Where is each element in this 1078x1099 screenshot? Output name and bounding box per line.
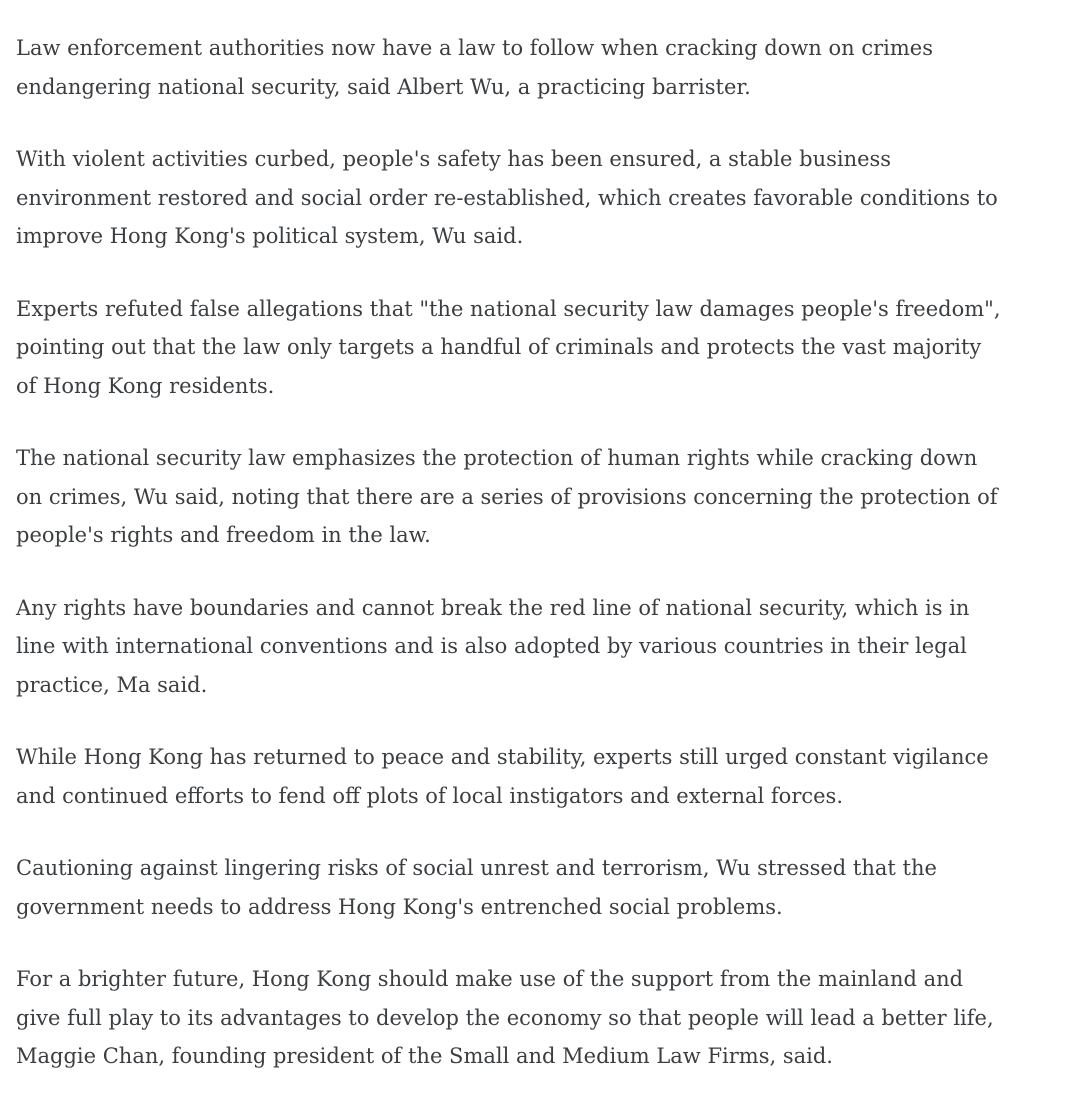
- text-line: line with international conventions and is also adopted by various countries in their legal: [16, 634, 967, 658]
- text-line: While Hong Kong has returned to peace and stability, experts still urged constant vigilance: [16, 745, 989, 769]
- article-paragraph: [16, 589, 1062, 705]
- text-line: The national security law emphasizes the protection of human rights while cracking down: [16, 446, 978, 470]
- text-line: Maggie Chan, founding president of the Small and Medium Law Firms, said.: [16, 1044, 833, 1068]
- text-line: environment restored and social order re-established, which creates favorable conditions to: [16, 185, 998, 210]
- article-paragraph: [16, 849, 1062, 926]
- text-line: of Hong Kong residents.: [16, 373, 275, 398]
- text-line: and continued efforts to fend off plots of local instigators and external forces.: [16, 783, 843, 808]
- text-line: Any rights have boundaries and cannot break the red line of national security, which is in: [16, 595, 970, 620]
- text-line: With violent activities curbed, people's safety has been ensured, a stable business: [16, 147, 892, 171]
- text-line: practice, Ma said.: [16, 672, 208, 697]
- text-line: people's rights and freedom in the law.: [16, 523, 431, 547]
- text-line: For a brighter future, Hong Kong should make use of the support from the mainland and: [16, 967, 964, 991]
- text-line: Experts refuted false allegations that "the national security law damages people's freedom",: [16, 296, 1001, 321]
- text-line: Law enforcement authorities now have a law to follow when cracking down on crimes: [16, 36, 933, 60]
- article-paragraph: [16, 960, 1062, 1076]
- article-paragraph: [16, 29, 1062, 106]
- article-paragraph: [16, 738, 1062, 815]
- text-line: endangering national security, said Albert Wu, a practicing barrister.: [16, 74, 751, 99]
- text-line: pointing out that the law only targets a handful of criminals and protects the vast majority: [16, 335, 982, 359]
- article-paragraph: [16, 439, 1062, 555]
- article-paragraph: [16, 290, 1062, 406]
- text-line: on crimes, Wu said, noting that there are a series of provisions concerning the protection of: [16, 484, 998, 509]
- text-line: improve Hong Kong's political system, Wu said.: [16, 224, 524, 248]
- text-line: government needs to address Hong Kong's entrenched social problems.: [16, 894, 783, 919]
- text-line: give full play to its advantages to develop the economy so that people will lead a better life,: [16, 1005, 994, 1030]
- article-paragraph: [16, 140, 1062, 256]
- text-line: Cautioning against lingering risks of social unrest and terrorism, Wu stressed that the: [16, 856, 937, 880]
